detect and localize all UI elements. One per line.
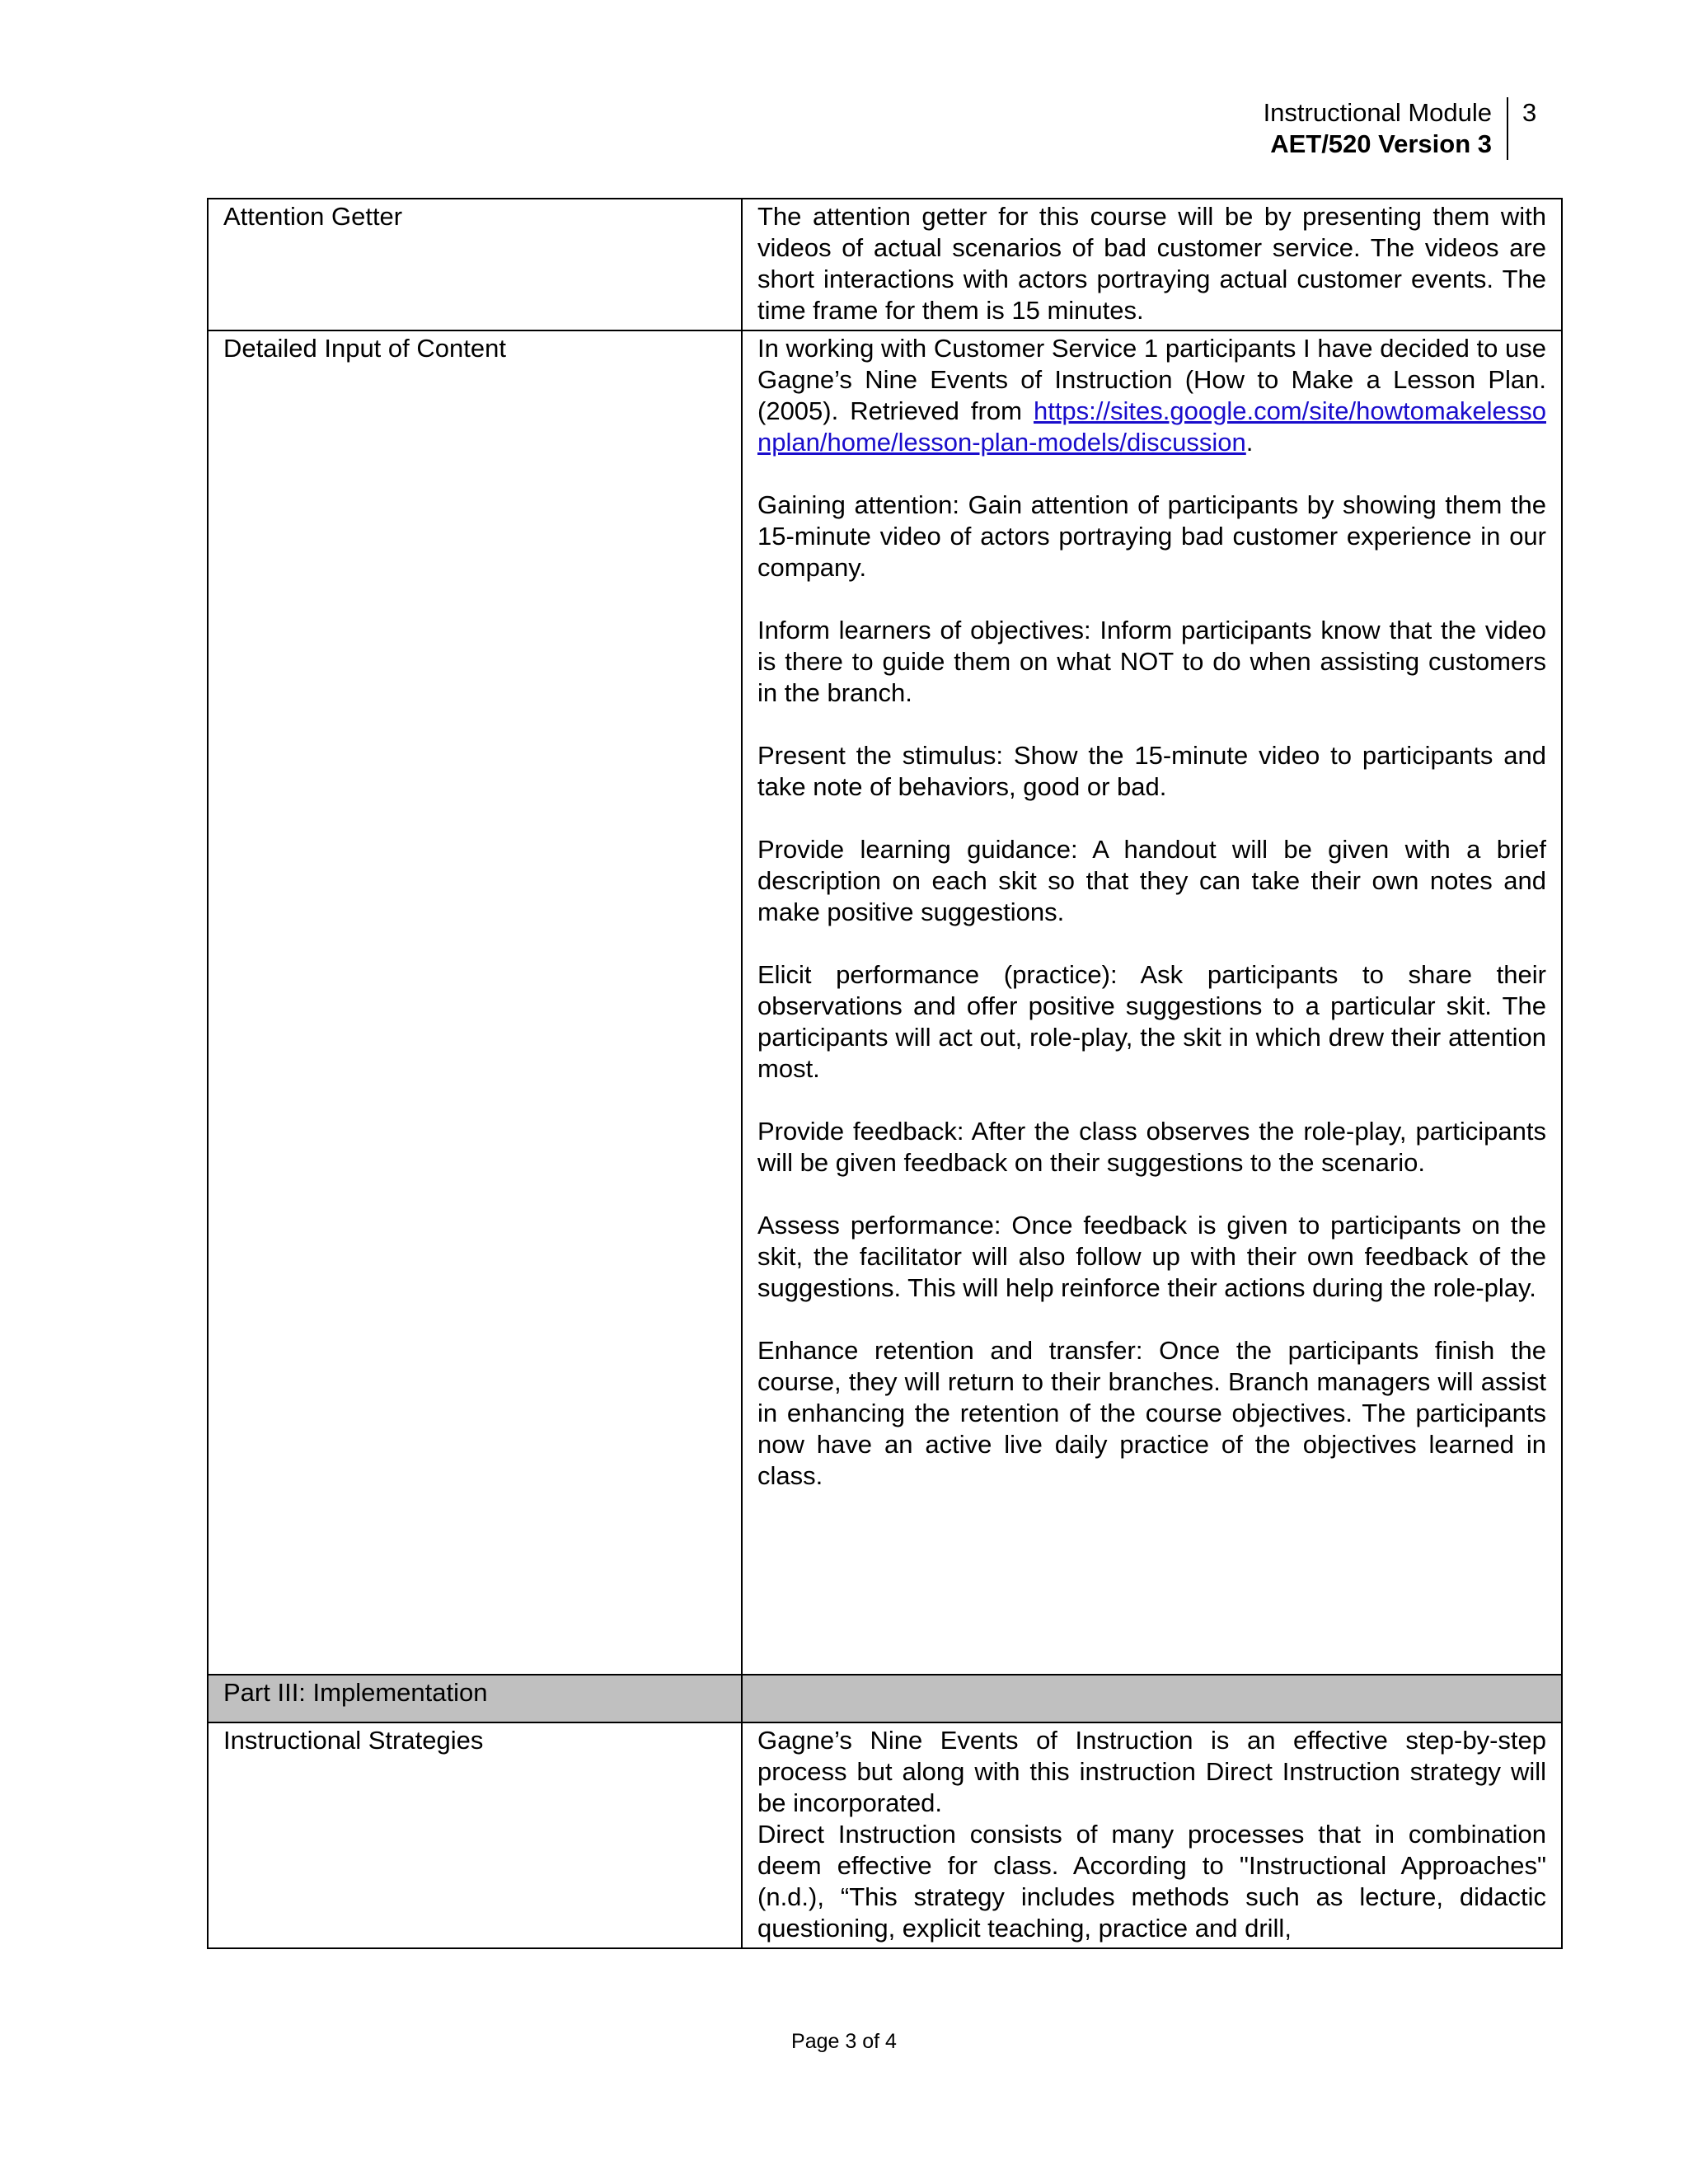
event-elicit-performance: Elicit performance (practice): Ask participants to share their observations and offer positive suggestions to a particular skit. The participants will act out, role-play, the skit in which drew their attention most. [757, 960, 1546, 1083]
detailed-input-intro [757, 333, 1546, 458]
part-iii-label: Part III: Implementation [208, 1675, 742, 1722]
instructional-strategies-label: Instructional Strategies [208, 1722, 742, 1948]
link-end: . [1245, 428, 1254, 457]
event-provide-feedback: Provide feedback: After the class observes the role-play, participants will be given feedback on their suggestions to the scenario. [757, 1117, 1546, 1177]
row-detailed-input [208, 330, 1562, 1675]
event-retention-transfer: Enhance retention and transfer: Once the participants finish the course, they will return to their branches. Branch managers will assist in enhancing the retention of the course objectives. The participants now have an active live daily practice of the objectives learned in class. [757, 1336, 1546, 1490]
row-part-iii [208, 1675, 1562, 1722]
part-iii-blank [742, 1675, 1562, 1722]
event-inform-objectives: Inform learners of objectives: Inform participants know that the video is there to guide them on what NOT to do when assisting customers in the branch. [757, 616, 1546, 707]
lesson-plan-table [207, 198, 1563, 1949]
strategies-paragraph-2: Direct Instruction consists of many processes that in combination deem effective for class. According to "Instructional Approaches" (n.d.), “This strategy includes methods such as lecture, didactic questioning, explicit teaching, practice and drill, [757, 1820, 1546, 1943]
detailed-input-label: Detailed Input of Content [208, 330, 742, 1675]
header-course: AET/520 Version 3 [1270, 129, 1492, 158]
event-gaining-attention: Gaining attention: Gain attention of participants by showing them the 15-minute video of actors portraying bad customer experience in our company. [757, 490, 1546, 582]
event-present-stimulus: Present the stimulus: Show the 15-minute video to participants and take note of behaviors, good or bad. [757, 741, 1546, 801]
reference-link[interactable]: https://sites.google.com/site/howtomakelessonplan/home/lesson-plan-models/discussion [757, 396, 1546, 457]
attention-getter-label: Attention Getter [208, 199, 742, 330]
page-footer: Page 3 of 4 [791, 2030, 897, 2053]
header-title: Instructional Module [1263, 98, 1492, 127]
row-instructional-strategies [208, 1722, 1562, 1948]
detailed-input-content [742, 330, 1562, 1675]
strategies-paragraph-1: Gagne’s Nine Events of Instruction is an effective step-by-step process but along with this instruction Direct Instruction strategy will be incorporated. [757, 1726, 1546, 1817]
header-page-number: 3 [1522, 98, 1537, 127]
instructional-strategies-content [742, 1722, 1562, 1948]
row-attention-getter [208, 199, 1562, 330]
event-assess-performance: Assess performance: Once feedback is given to participants on the skit, the facilitator will also follow up with their own feedback of the suggestions. This will help reinforce their actions during the role-play. [757, 1211, 1546, 1302]
attention-getter-text: The attention getter for this course will be by presenting them with videos of actual scenarios of bad customer service. The videos are short interactions with actors portraying actual customer events. The time frame for them is 15 minutes. [742, 199, 1562, 330]
intro-text: In working with Customer Service 1 participants I have decided to use Gagne’s Nine Events of Instruction (How to Make a Lesson Plan. (2005). Retrieved from [757, 334, 1546, 425]
event-learning-guidance: Provide learning guidance: A handout will be given with a brief description on each skit so that they can take their own notes and make positive suggestions. [757, 835, 1546, 926]
running-header [1264, 97, 1508, 160]
